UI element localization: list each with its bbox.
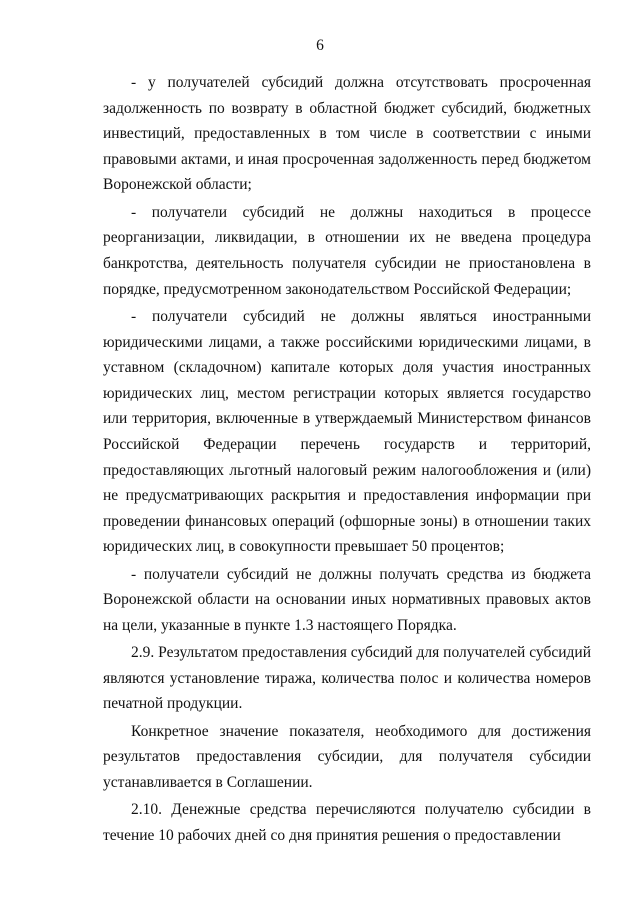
paragraph-2-9-result: 2.9. Результатом предоставления субсидий для получателей субсидий являются установление тиража, количества полос и количества номеров печатной продукции. <box>103 644 591 713</box>
paragraph-2-10-transfer: 2.10. Денежные средства перечисляются получателю субсидии в течение 10 рабочих дней со дня принятия решения о предоставлении <box>103 801 591 844</box>
page-number: 6 <box>316 37 324 54</box>
paragraph-not-foreign-entity: - получатели субсидий не должны являться иностранными юридическими лицами, а также российскими юридическими лицами, в уставном (складочном) капитале которых доля участия иностранных юридических лиц, местом регистрации которых является государство или территория, включенные в утверждаемый Министерством финансов Российской Федерации перечень государств и территорий, предоставляющих льготный налоговый режим налогообложения и (или) не предусматривающих раскрытия и предоставления информации при проведении финансовых операций (офшорные зоны) в отношении таких юридических лиц, в совокупности превышает 50 процентов; <box>103 307 591 556</box>
document-body <box>103 70 591 849</box>
paragraph-indicator-value: Конкретное значение показателя, необходимого для достижения результатов предоставления субсидии, для получателя субсидии устанавливается в Соглашении. <box>103 722 591 792</box>
paragraph-no-overdue-debt: - у получателей субсидий должна отсутствовать просроченная задолженность по возврату в областной бюджет субсидий, бюджетных инвестиций, предоставленных в том числе в соответствии с иными правовыми актами, и иная просроченная задолженность перед бюджетом Воронежской области; <box>103 74 591 194</box>
paragraph-no-reorganization: - получатели субсидий не должны находиться в процессе реорганизации, ликвидации, в отношении их не введена процедура банкротства, деятельность получателя субсидии не приостановлена в порядке, предусмотренном законодательством Российской Федерации; <box>103 203 591 298</box>
paragraph-no-other-funds: - получатели субсидий не должны получать средства из бюджета Воронежской области на основании иных нормативных правовых актов на цели, указанные в пункте 1.3 настоящего Порядка. <box>103 565 591 634</box>
